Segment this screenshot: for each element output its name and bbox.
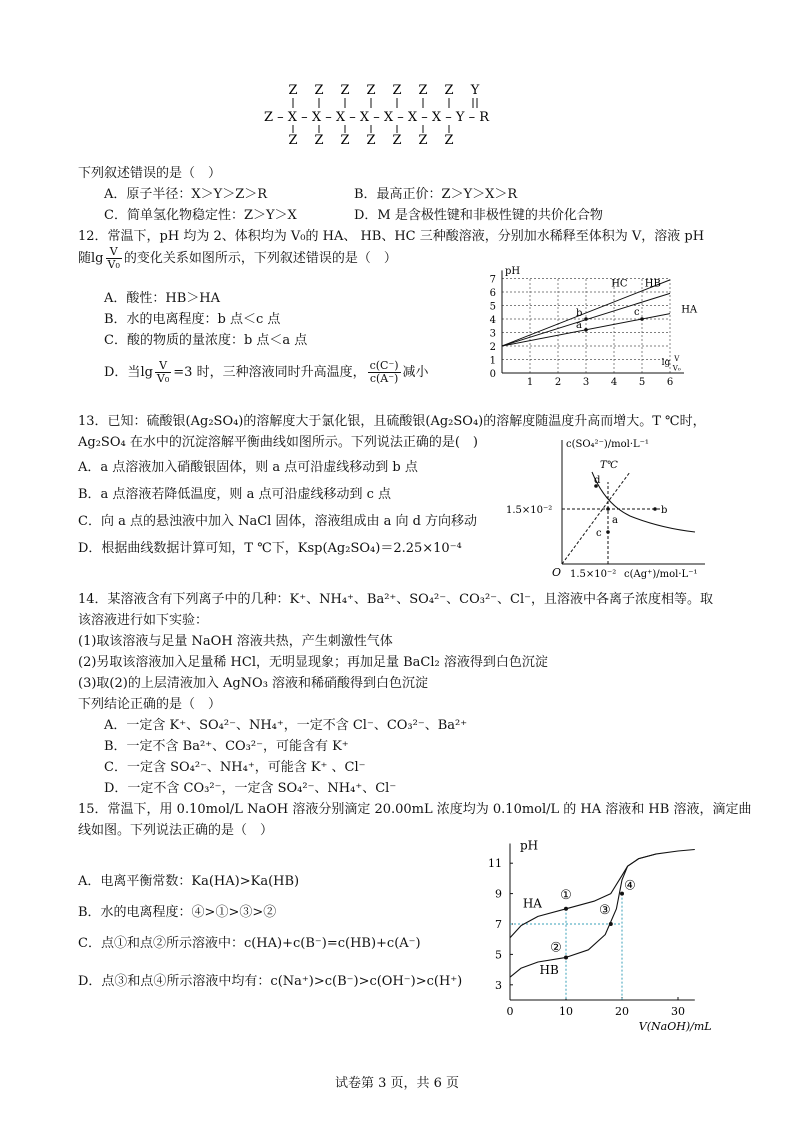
- q15-point: [564, 955, 568, 959]
- q15-point: [609, 922, 613, 926]
- q14-option-a[interactable]: A．一定含 K⁺、SO₄²⁻、NH₄⁺，一定不含 Cl⁻、CO₃²⁻、Ba²⁺: [104, 718, 468, 733]
- q15-x-tick: 0: [506, 1005, 514, 1018]
- q15-y-tick: 9: [495, 887, 502, 901]
- q15-xlabel: V(NaOH)/mL: [638, 1020, 712, 1033]
- q12-option-b[interactable]: B．水的电离程度：b 点＜c 点: [104, 312, 281, 327]
- q13-point-c: [606, 530, 610, 534]
- q13-title: T℃: [600, 460, 618, 471]
- structure-bottom-atom: Z: [314, 133, 324, 148]
- structure-top-atom: Z: [418, 83, 428, 98]
- q13-option-c[interactable]: C．向 a 点的悬浊液中加入 NaCl 固体，溶液组成由 a 向 d 方向移动: [78, 514, 478, 529]
- q15-x-tick: 30: [671, 1005, 685, 1018]
- q15-point-label: ②: [550, 940, 562, 956]
- q13-chart: [500, 432, 720, 582]
- q13-ylabel: c(SO₄²⁻)/mol·L⁻¹: [566, 439, 649, 450]
- q12-y-tick: 1: [489, 355, 496, 367]
- q12-point-a: [584, 328, 588, 332]
- q12-series-label-HA: HA: [681, 304, 698, 316]
- q12-x-tick: 1: [526, 377, 534, 388]
- q15-point-label: ③: [598, 903, 611, 918]
- q15-y-tick: 11: [488, 857, 502, 871]
- q14-line2: 该溶液进行如下实验：: [78, 613, 209, 628]
- q12-xlabel: lg: [661, 357, 671, 368]
- q14-option-b[interactable]: B．一定不含 Ba²⁺、CO₃²⁻，可能含有 K⁺: [104, 739, 349, 754]
- q15-line1: 15．常温下，用 0.10mol/L NaOH 溶液分别滴定 20.00mL 浓度均为 0.10mol/L 的 HA 溶液和 HB 溶液，滴定曲: [78, 802, 752, 817]
- q15-y-tick: 7: [495, 918, 502, 931]
- structure-top-atom: Z: [392, 83, 402, 98]
- q15-point-label: ④: [624, 878, 636, 894]
- q12-option-a[interactable]: A．酸性：HB＞HA: [104, 291, 221, 306]
- structure-bottom-atom: Z: [288, 133, 298, 148]
- q15-series-label-HB: HB: [539, 963, 559, 978]
- q11-option-a[interactable]: A．原子半径：X＞Y＞Z＞R: [104, 187, 268, 202]
- structure-top-atom: Z: [366, 83, 376, 98]
- q13-point-label-c: c: [596, 528, 602, 539]
- q13-point-b: [653, 507, 657, 511]
- q13-y-tick: 1.5×10⁻²: [506, 505, 553, 516]
- q15-series-HB: [510, 854, 656, 977]
- q12-x-tick: 3: [582, 377, 590, 388]
- q13-point-label-d: d: [594, 475, 601, 486]
- structure-bottom-atom: Z: [340, 133, 350, 148]
- q13-x-tick: 1.5×10⁻²: [570, 569, 617, 580]
- q13-line1: 13．已知：硫酸银(Ag₂SO₄)的溶解度大于氯化银，且硫酸银(Ag₂SO₄)的溶解度随温度升高而增大。T ℃时，: [78, 414, 706, 429]
- q15-x-tick: 10: [559, 1005, 573, 1018]
- q15-y-tick: 3: [495, 978, 502, 992]
- q12-line1: 12．常温下，pH 均为 2、体积均为 V₀的 HA、 HB、HC 三种酸溶液，分别加水稀释至体积为 V，溶液 pH: [78, 229, 705, 244]
- structure-top-atom: Z: [288, 83, 298, 98]
- structure-top-atom: Z: [314, 83, 324, 98]
- q13-line2: Ag₂SO₄ 在水中的沉淀溶解平衡曲线如图所示。下列说法正确的是( ): [78, 435, 478, 450]
- structure-middle-row: Z – X – X – X – X – X – X – X – Y – R: [264, 110, 490, 125]
- q12-chart: [484, 255, 704, 390]
- q14-option-c[interactable]: C．一定含 SO₄²⁻、NH₄⁺，可能含 K⁺ 、Cl⁻: [104, 760, 366, 775]
- q12-x-tick: 6: [666, 377, 674, 388]
- q12-y-tick: 4: [489, 315, 496, 326]
- q13-point-label-a: a: [612, 515, 618, 526]
- q12-point-c: [640, 317, 644, 321]
- q12-xlabel-num: V: [674, 354, 680, 363]
- q12-point-label-b: b: [576, 308, 583, 319]
- q12-point-b: [584, 317, 588, 321]
- q13-xlabel: c(Ag⁺)/mol·L⁻¹: [624, 569, 698, 580]
- q14-step2: (2)另取该溶液加入足量稀 HCl，无明显现象；再加足量 BaCl₂ 溶液得到白色沉淀: [78, 655, 548, 670]
- q12-point-label-a: a: [576, 319, 582, 331]
- q14-option-d[interactable]: D．一定不含 CO₃²⁻，一定含 SO₄²⁻、NH₄⁺、Cl⁻: [104, 781, 397, 796]
- structure-bottom-atom: Z: [418, 133, 428, 148]
- q14-step1: (1)取该溶液与足量 NaOH 溶液共热，产生刺激性气体: [78, 634, 393, 649]
- q12-x-tick: 5: [638, 377, 646, 388]
- q15-ylabel: pH: [520, 838, 539, 853]
- q12-ylabel: pH: [505, 265, 521, 277]
- q12-option-c[interactable]: C．酸的物质的量浓度：b 点＜a 点: [104, 333, 308, 348]
- q13-option-a[interactable]: A．a 点溶液加入硝酸银固体，则 a 点可沿虚线移动到 b 点: [78, 460, 418, 475]
- q13-point-a: [606, 507, 610, 511]
- q12-y-tick: 5: [489, 301, 496, 313]
- q13-point-label-b: b: [661, 505, 668, 516]
- q12-option-d[interactable]: D．当lg $\frac{V}{\text{V₀}}$ =3 时，三种溶液同时升高温度， $\frac{c(C^-)}{c(A^-)}$ 减小: [104, 359, 429, 385]
- q12-point-label-c: c: [634, 307, 640, 318]
- q12-y-tick: 0: [489, 369, 496, 380]
- structure-bottom-atom: Z: [392, 133, 402, 148]
- q11-option-d[interactable]: D．M 是含极性键和非极性键的共价化合物: [354, 208, 603, 223]
- q12-x-tick: 2: [554, 377, 562, 388]
- q12-xlabel-den: V₀: [672, 364, 681, 373]
- q12-y-tick: 7: [489, 274, 496, 286]
- structure-svg: [250, 80, 550, 150]
- q15-point-label: ①: [560, 887, 572, 903]
- q14-line1: 14．某溶液含有下列离子中的几种：K⁺、NH₄⁺、Ba²⁺、SO₄²⁻、CO₃²⁻、Cl⁻，且溶液中各离子浓度相等。取: [78, 592, 713, 607]
- structure-bottom-atom: Z: [366, 133, 376, 148]
- q12-y-tick: 2: [489, 342, 496, 353]
- q12-y-tick: 3: [489, 328, 496, 340]
- q12-y-tick: 6: [489, 288, 496, 299]
- q14-step3: (3)取(2)的上层清液加入 AgNO₃ 溶液和稀硝酸得到白色沉淀: [78, 676, 429, 691]
- q15-x-tick: 20: [615, 1005, 629, 1018]
- q11-option-c[interactable]: C．简单氢化物稳定性：Z＞Y＞X: [104, 208, 297, 223]
- q15-option-d[interactable]: D．点③和点④所示溶液中均有：c(Na⁺)>c(B⁻)>c(OH⁻)>c(H⁺): [78, 974, 463, 989]
- structure-bottom-atom: Z: [444, 133, 454, 148]
- q13-option-d[interactable]: D．根据曲线数据计算可知，T ℃下，Ksp(Ag₂SO₄)＝2.25×10⁻⁴: [78, 541, 462, 556]
- q15-line2: 线如图。下列说法正确的是（ ）: [78, 823, 274, 838]
- structure-top-atom: Z: [444, 83, 454, 98]
- q15-chart: [484, 820, 734, 1040]
- q13-origin: O: [552, 566, 562, 579]
- q15-option-a[interactable]: A．电离平衡常数：Ka(HA)>Ka(HB): [78, 874, 300, 889]
- q15-option-b[interactable]: B．水的电离程度：④>①>③>②: [78, 905, 277, 920]
- q12-line2: 随lg $\frac{V}{\text{V₀}}$ 的变化关系如图所示，下列叙述错误的是（ ）: [78, 245, 397, 271]
- q15-option-c[interactable]: C．点①和点②所示溶液中：c(HA)+c(B⁻)=c(HB)+c(A⁻): [78, 936, 421, 951]
- q15-point: [564, 907, 568, 911]
- q11-option-b[interactable]: B．最高正价：Z＞Y＞X＞R: [354, 187, 518, 202]
- q12-x-tick: 4: [610, 377, 618, 388]
- structure-top-atom: Y: [470, 83, 480, 98]
- page-footer: 试卷第 3 页，共 6 页: [334, 1076, 460, 1091]
- structure-top-atom: Z: [340, 83, 350, 98]
- q12-series-label-HB: HB: [644, 278, 661, 290]
- q14-stem: 下列结论正确的是（ ）: [78, 697, 222, 712]
- q13-option-b[interactable]: B．a 点溶液若降低温度，则 a 点可沿虚线移动到 c 点: [78, 487, 391, 502]
- q15-series-label-HA: HA: [522, 896, 542, 911]
- q12-series-label-HC: HC: [611, 278, 628, 290]
- q11-stem: 下列叙述错误的是（ ）: [78, 166, 222, 181]
- q15-y-tick: 5: [495, 948, 502, 962]
